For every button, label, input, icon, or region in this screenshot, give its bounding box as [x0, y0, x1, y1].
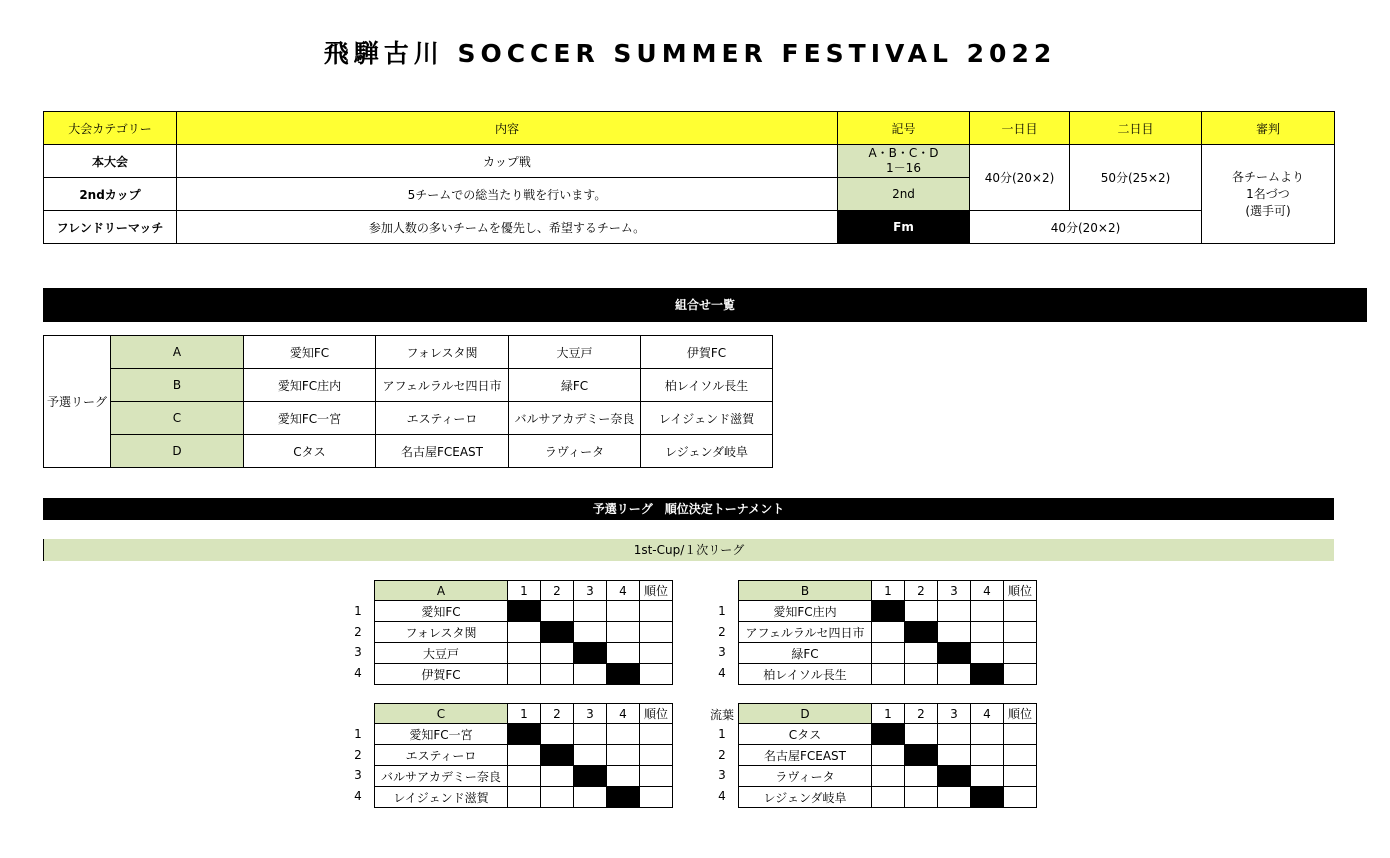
- league-score-cell: [905, 664, 938, 685]
- league-team-name: フォレスタ関: [375, 622, 508, 643]
- league-score-cell: [607, 622, 640, 643]
- league-table-b: [738, 580, 1037, 685]
- league-score-cell: [872, 787, 905, 808]
- league-row-number: 4: [718, 665, 726, 680]
- category-header-row: [44, 112, 1335, 145]
- league-score-cell: [872, 643, 905, 664]
- symbol-line: A・B・C・D: [868, 146, 939, 160]
- league-score-cell: [905, 724, 938, 745]
- league-score-cell: [541, 724, 574, 745]
- group-row: [44, 369, 773, 402]
- league-rank-cell: [640, 664, 673, 685]
- league-col-header: 3: [938, 704, 971, 724]
- league-col-header: 2: [541, 704, 574, 724]
- league-table-c: [374, 703, 673, 808]
- league-rank-cell: [1004, 766, 1037, 787]
- league-row: [375, 787, 673, 808]
- league-score-cell: [971, 622, 1004, 643]
- league-team-name: アフェルラルセ四日市: [739, 622, 872, 643]
- league-team-name: レイジェンド滋賀: [375, 787, 508, 808]
- league-col-header: 1: [872, 581, 905, 601]
- league-col-header: 1: [872, 704, 905, 724]
- group-name: D: [111, 435, 244, 468]
- league-table-d: [738, 703, 1037, 808]
- league-score-cell: [938, 622, 971, 643]
- league-row: [739, 766, 1037, 787]
- team-cell: 緑FC: [509, 369, 641, 402]
- league-score-cell: [938, 601, 971, 622]
- league-self-cell: [574, 766, 607, 787]
- league-row-number: 3: [718, 645, 726, 659]
- league-team-name: 愛知FC一宮: [375, 724, 508, 745]
- league-score-cell: [508, 787, 541, 808]
- day1-time: 40分(20×2): [970, 145, 1070, 211]
- league-row-number: 2: [718, 747, 726, 762]
- league-rank-cell: [640, 766, 673, 787]
- league-score-cell: [574, 745, 607, 766]
- team-cell: Cタス: [244, 435, 376, 468]
- group-row: [44, 336, 773, 369]
- league-score-cell: [872, 745, 905, 766]
- league-col-header: 2: [541, 581, 574, 601]
- groups-table: [43, 335, 773, 468]
- category-name: 本大会: [44, 145, 177, 178]
- league-row: [739, 664, 1037, 685]
- category-symbol: Fm: [838, 211, 970, 244]
- league-team-name: バルサアカデミー奈良: [375, 766, 508, 787]
- league-row-number: 3: [354, 645, 362, 659]
- league-rank-cell: [640, 787, 673, 808]
- league-header-row: [375, 704, 673, 724]
- league-group-name: D: [739, 704, 872, 724]
- team-cell: 柏レイソル長生: [641, 369, 773, 402]
- league-col-header: 1: [508, 581, 541, 601]
- league-score-cell: [905, 601, 938, 622]
- referee-line: (選手可): [1245, 203, 1291, 218]
- league-rank-cell: [1004, 787, 1037, 808]
- league-team-name: 名古屋FCEAST: [739, 745, 872, 766]
- team-cell: フォレスタ関: [376, 336, 509, 369]
- league-row-number: 1: [718, 727, 726, 741]
- league-score-cell: [607, 643, 640, 664]
- league-col-header: 4: [971, 581, 1004, 601]
- header-category: 大会カテゴリー: [44, 112, 177, 145]
- league-score-cell: [508, 766, 541, 787]
- league-col-header: 3: [574, 581, 607, 601]
- league-row: [739, 745, 1037, 766]
- category-symbol: [838, 145, 970, 178]
- category-content: 5チームでの総当たり戦を行います。: [177, 178, 838, 211]
- team-cell: 愛知FC庄内: [244, 369, 376, 402]
- league-self-cell: [905, 745, 938, 766]
- league-rank-cell: [640, 745, 673, 766]
- league-row-number: 4: [354, 788, 362, 803]
- league-rank-cell: [1004, 724, 1037, 745]
- team-cell: アフェルラルセ四日市: [376, 369, 509, 402]
- league-score-cell: [574, 622, 607, 643]
- league-team-name: 大豆戸: [375, 643, 508, 664]
- league-team-name: 愛知FC: [375, 601, 508, 622]
- league-score-cell: [872, 622, 905, 643]
- league-col-header: 3: [938, 581, 971, 601]
- header-referee: 審判: [1202, 112, 1335, 145]
- league-row-number: 4: [718, 788, 726, 803]
- league-header-row: [739, 581, 1037, 601]
- league-header-row: [739, 704, 1037, 724]
- league-col-header: 4: [607, 704, 640, 724]
- league-row-number: 1: [354, 604, 362, 618]
- league-score-cell: [971, 766, 1004, 787]
- page-title: 飛騨古川 SOCCER SUMMER FESTIVAL 2022: [323, 39, 1057, 68]
- group-row: [44, 402, 773, 435]
- league-col-header: 4: [971, 704, 1004, 724]
- league-self-cell: [905, 622, 938, 643]
- league-col-header: 2: [905, 704, 938, 724]
- league-score-cell: [905, 787, 938, 808]
- category-content: カップ戦: [177, 145, 838, 178]
- league-row: [375, 664, 673, 685]
- league-self-cell: [938, 643, 971, 664]
- league-team-name: 愛知FC庄内: [739, 601, 872, 622]
- category-name: フレンドリーマッチ: [44, 211, 177, 244]
- league-self-cell: [938, 766, 971, 787]
- league-score-cell: [508, 664, 541, 685]
- league-rank-cell: [1004, 622, 1037, 643]
- team-cell: レジェンダ岐阜: [641, 435, 773, 468]
- league-score-cell: [938, 745, 971, 766]
- league-self-cell: [872, 724, 905, 745]
- league-header-row: [375, 581, 673, 601]
- category-name: 2ndカップ: [44, 178, 177, 211]
- league-score-cell: [872, 664, 905, 685]
- league-team-name: 柏レイソル長生: [739, 664, 872, 685]
- league-team-name: 伊賀FC: [375, 664, 508, 685]
- league-group-name: A: [375, 581, 508, 601]
- league-row: [375, 724, 673, 745]
- league-score-cell: [905, 766, 938, 787]
- league-row-number: 1: [354, 727, 362, 741]
- league-row-number: 1: [718, 604, 726, 618]
- header-day1: 一日目: [970, 112, 1070, 145]
- league-col-header: 1: [508, 704, 541, 724]
- league-team-name: ラヴィータ: [739, 766, 872, 787]
- league-score-cell: [574, 787, 607, 808]
- league-row: [739, 724, 1037, 745]
- league-row-number: 2: [354, 747, 362, 762]
- league-col-header: 順位: [640, 581, 673, 601]
- team-cell: 愛知FC: [244, 336, 376, 369]
- league-row: [375, 766, 673, 787]
- league-self-cell: [971, 787, 1004, 808]
- league-score-cell: [574, 724, 607, 745]
- league-score-cell: [541, 643, 574, 664]
- header-symbol: 記号: [838, 112, 970, 145]
- league-row: [739, 601, 1037, 622]
- league-self-cell: [541, 622, 574, 643]
- league-self-cell: [872, 601, 905, 622]
- league-score-cell: [971, 724, 1004, 745]
- group-name: B: [111, 369, 244, 402]
- header-content: 内容: [177, 112, 838, 145]
- league-score-cell: [607, 601, 640, 622]
- team-cell: 伊賀FC: [641, 336, 773, 369]
- team-cell: バルサアカデミー奈良: [509, 402, 641, 435]
- league-row: [375, 745, 673, 766]
- league-score-cell: [938, 664, 971, 685]
- league-team-name: レジェンダ岐阜: [739, 787, 872, 808]
- league-col-header: 2: [905, 581, 938, 601]
- league-rank-cell: [1004, 643, 1037, 664]
- league-group-name: B: [739, 581, 872, 601]
- category-row-main: [44, 145, 1335, 178]
- category-row-fm: [44, 211, 1335, 244]
- league-rank-cell: [640, 601, 673, 622]
- league-score-cell: [574, 601, 607, 622]
- symbol-line: 1－16: [886, 161, 921, 175]
- league-score-cell: [971, 601, 1004, 622]
- league-score-cell: [541, 601, 574, 622]
- league-group-name: C: [375, 704, 508, 724]
- league-self-cell: [508, 601, 541, 622]
- team-cell: 愛知FC一宮: [244, 402, 376, 435]
- league-row: [739, 622, 1037, 643]
- league-score-cell: [541, 664, 574, 685]
- header-day2: 二日目: [1070, 112, 1202, 145]
- league-score-cell: [607, 766, 640, 787]
- category-content: 参加人数の多いチームを優先し、希望するチーム。: [177, 211, 838, 244]
- fm-time: 40分(20×2): [970, 211, 1202, 244]
- league-row-number: 3: [354, 768, 362, 782]
- league-rank-cell: [640, 643, 673, 664]
- referee-line: 1名づつ: [1246, 186, 1290, 201]
- league-self-cell: [971, 664, 1004, 685]
- league-rank-cell: [1004, 664, 1037, 685]
- league-row: [375, 622, 673, 643]
- league-team-name: Cタス: [739, 724, 872, 745]
- team-cell: 大豆戸: [509, 336, 641, 369]
- league-score-cell: [607, 724, 640, 745]
- league-rank-cell: [1004, 745, 1037, 766]
- league-score-cell: [508, 643, 541, 664]
- league-team-name: 緑FC: [739, 643, 872, 664]
- team-cell: ラヴィータ: [509, 435, 641, 468]
- cup-bar: 1st-Cup/１次リーグ: [43, 539, 1334, 561]
- league-team-name: エスティーロ: [375, 745, 508, 766]
- league-row-number: 2: [354, 624, 362, 639]
- league-self-cell: [541, 745, 574, 766]
- league-score-cell: [905, 643, 938, 664]
- league-score-cell: [508, 622, 541, 643]
- league-score-cell: [574, 664, 607, 685]
- day2-time: 50分(25×2): [1070, 145, 1202, 211]
- league-col-header: 順位: [640, 704, 673, 724]
- league-row: [375, 601, 673, 622]
- league-rank-cell: [640, 622, 673, 643]
- group-name: A: [111, 336, 244, 369]
- group-name: C: [111, 402, 244, 435]
- league-score-cell: [541, 787, 574, 808]
- league-side-note: 流葉: [710, 708, 735, 722]
- league-col-header: 4: [607, 581, 640, 601]
- league-row-number: 3: [718, 768, 726, 782]
- league-col-header: 3: [574, 704, 607, 724]
- league-self-cell: [607, 787, 640, 808]
- group-row: [44, 435, 773, 468]
- league-row-number: 2: [718, 624, 726, 639]
- league-rank-cell: [1004, 601, 1037, 622]
- league-score-cell: [607, 745, 640, 766]
- team-cell: レイジェンド滋賀: [641, 402, 773, 435]
- league-row: [739, 643, 1037, 664]
- league-score-cell: [938, 724, 971, 745]
- league-score-cell: [872, 766, 905, 787]
- groups-bar: 組合せ一覧: [43, 288, 1367, 322]
- league-col-header: 順位: [1004, 581, 1037, 601]
- tournament-bar: 予選リーグ 順位決定トーナメント: [43, 498, 1334, 520]
- referee-line: 各チームより: [1231, 169, 1304, 184]
- team-cell: 名古屋FCEAST: [376, 435, 509, 468]
- league-self-cell: [574, 643, 607, 664]
- league-col-header: 順位: [1004, 704, 1037, 724]
- category-table: [43, 111, 1335, 244]
- category-symbol: 2nd: [838, 178, 970, 211]
- league-row: [739, 787, 1037, 808]
- league-self-cell: [607, 664, 640, 685]
- referee-note: [1202, 145, 1335, 244]
- group-side-label: 予選リーグ: [44, 336, 111, 468]
- league-row-number: 4: [354, 665, 362, 680]
- league-score-cell: [508, 745, 541, 766]
- league-score-cell: [971, 745, 1004, 766]
- league-self-cell: [508, 724, 541, 745]
- league-rank-cell: [640, 724, 673, 745]
- team-cell: エスティーロ: [376, 402, 509, 435]
- league-table-a: [374, 580, 673, 685]
- league-score-cell: [938, 787, 971, 808]
- league-row: [375, 643, 673, 664]
- league-score-cell: [541, 766, 574, 787]
- league-score-cell: [971, 643, 1004, 664]
